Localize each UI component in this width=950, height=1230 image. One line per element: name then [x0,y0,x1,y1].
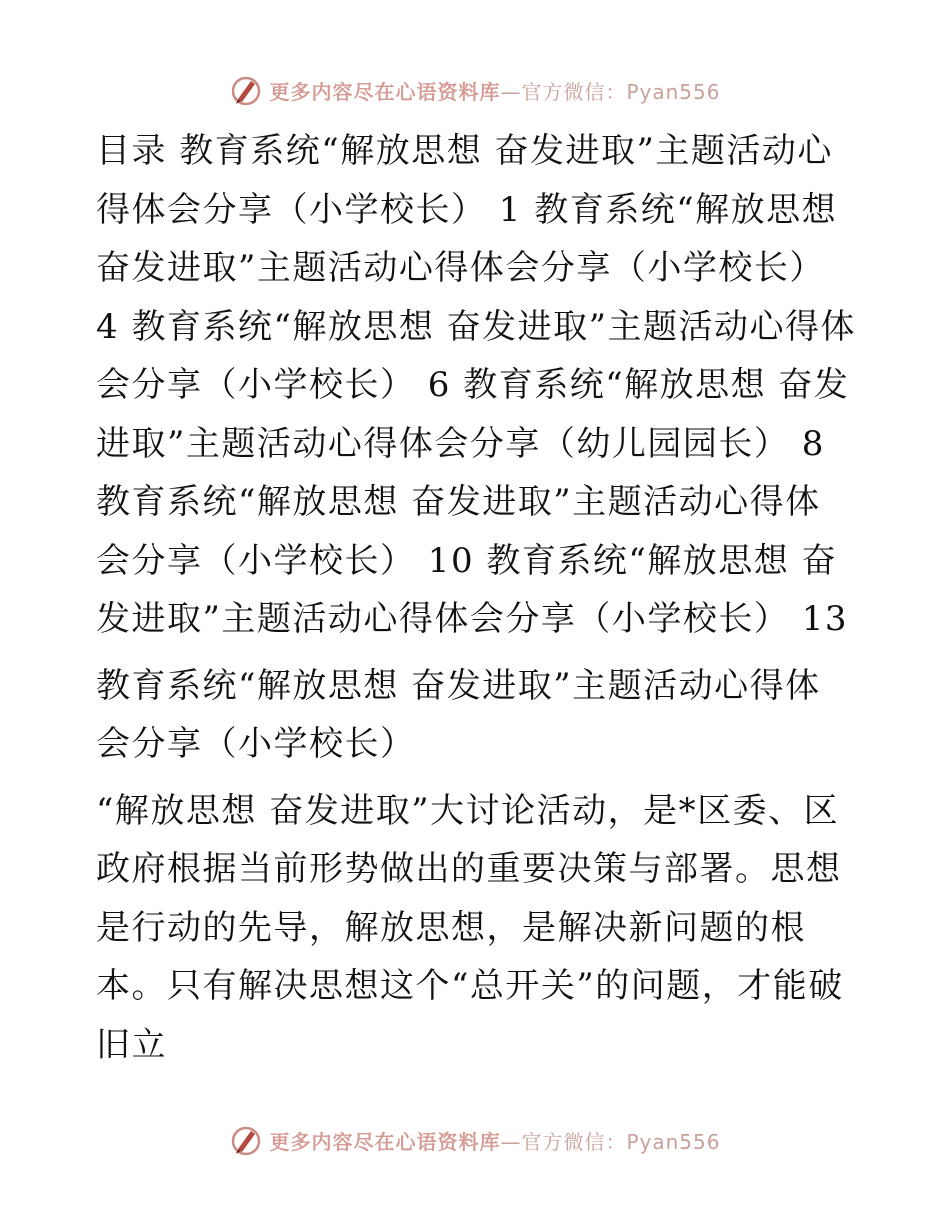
watermark-separator: — [500,79,522,104]
section-title: 教育系统“解放思想 奋发进取”主题活动心得体会分享（小学校长） [96,665,821,764]
footer-watermark [0,1120,950,1160]
pen-logo-icon [229,73,263,107]
watermark-separator: — [500,1129,522,1154]
watermark-brand: 更多内容尽在心语资料库 [269,79,501,104]
watermark-brand: 更多内容尽在心语资料库 [269,1129,501,1154]
watermark-text [269,76,720,105]
watermark-wechat: 官方微信：Pyan556 [521,1129,721,1154]
table-of-contents: 目录 教育系统“解放思想 奋发进取”主题活动心得体会分享（小学校长） 1 教育系统“解放思想 奋发进取”主题活动心得体会分享（小学校长） 4 教育系统“解放思想 奋发进取”主题活动心得体会分享（小学校长） 6 教育系统“解放思想 奋发进取”主题活动心得体会分享（幼儿园园长） 8 教育系统“解放思想 奋发进取”主题活动心得体会分享（小学校长） 10 教育系统“解放思想 奋发进取”主题活动心得体会分享（小学校长） 13 [96,131,857,639]
pen-logo-icon [229,1123,263,1157]
body-paragraph: “解放思想 奋发进取”大讨论活动，是*区委、区政府根据当前形势做出的重要决策与部署。思想是行动的先导，解放思想，是解决新问题的根本。只有解决思想这个“总开关”的问题，才能破旧立 [96,790,844,1065]
watermark-text [269,1126,720,1155]
watermark-wechat: 官方微信：Pyan556 [521,79,721,104]
header-watermark [0,70,950,110]
document-body [96,122,856,1074]
